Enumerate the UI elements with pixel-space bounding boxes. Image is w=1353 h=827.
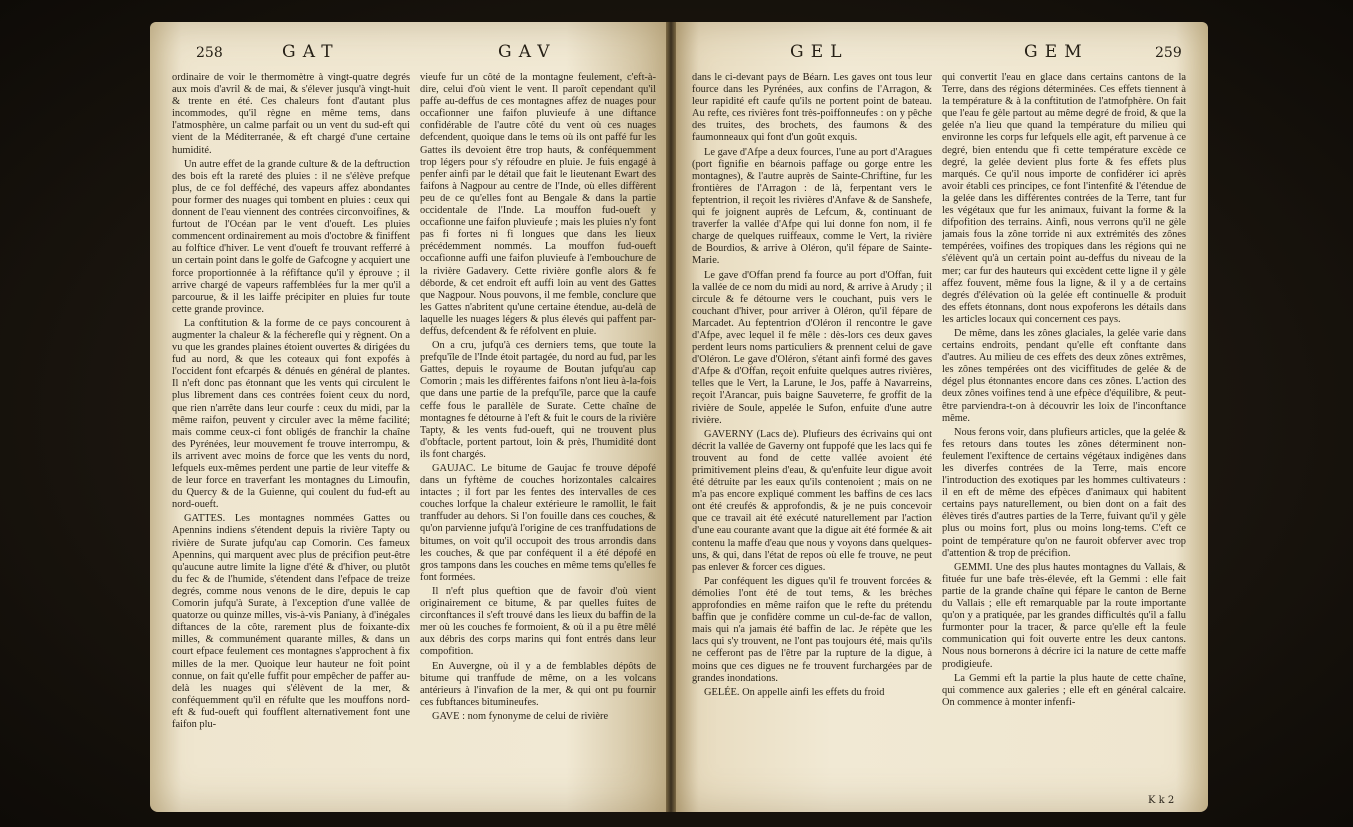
paragraph: De même, dans les zônes glaciales, la gelée varie dans certains endroits, pendant qu'elle eft conftante dans d'autres. Au milieu de ces effets des deux zônes extrêmes, les zônes tempérées ont des viciffitudes de gelée & de dégel plus étonnantes encore dans ces zônes. L'action des deux zônes voifines tend à une efpèce d'équilibre, & peut-être parviendra-t-on à découvrir les loix de l'inconftance même. [942, 327, 1186, 424]
paragraph: ordinaire de voir le thermomètre à vingt-quatre degrés aux mois d'avril & de mai, & s'élever jusqu'à vingt-huit & trente en été. Ces chaleurs font d'autant plus incommodes, qu'il règne en même tems, dans l'atmosphère, un calme parfait ou un vent du sud-eft qui vient de la Méditerranée, & eft chargé d'une certaine humidité. [172, 72, 410, 156]
right-column-1 [692, 72, 932, 790]
paragraph: qui convertit l'eau en glace dans certains cantons de la Terre, dans des régions déterminées. Ces effets tiennent à la température & à la conftitution de l'atmofphère. On fait que l'eau fe gèle partout au même degré de froid, & que la gelée n'a lieu que quand la température du milieu qui environne les corps fur lefquels elle agit, eft parvenue à ce degré, bien entendu que fi cette température excède ce degré, la gelée devient plus forte & fes effets plus marqués. Ce qu'il nous importe de confidérer ici après avoir établi ces principes, ce font l'intenfité & l'étendue de la gelée dans les différentes contrées de la Terre, tant fur les végétaux que fur les animaux, fuivant la forme & la difpofition des terrains. Ainfi, nous verrons qu'il ne gèle jamais fous la zône torride ni aux extrémités des zônes tempérées, voifines des tropiques dans les régions qui ne s'élèvent qu'à un certain point au-deffus du niveau de la mer; car fur des hauteurs qui excèdent cette ligne il y gèle affez fouvent, même fous la ligne, & il y a de certains degrés d'élévation où la gelée eft continuelle & produit des effets étonnans, dont nous expoferons les détails dans les articles locaux qui concernent ces pays. [942, 72, 1186, 325]
paragraph: Nous ferons voir, dans plufieurs articles, que la gelée & fes retours dans toutes les zônes déterminent non-feulement l'exiftence de certains végétaux indigènes dans les diverfes contrées de la Terre, mais encore l'introduction des exotiques par les hommes cultivateurs : il en eft de même des efpèces d'animaux qui habitent certains pays naturellement, ou bien dont on a fait des élèves tirés d'autres parties de la Terre, fuivant qu'il y gèle plus ou moins fort, plus ou moins long-tems. C'eft ce point de température qu'on ne fauroit obferver avec trop d'attention & trop de précifion. [942, 426, 1186, 559]
left-running-head-1: GAT [282, 42, 340, 62]
book-gutter [666, 22, 676, 812]
paragraph: GEMMI. Une des plus hautes montagnes du Vallais, & fituée fur une bafe très-élevée, eft la Gemmi : elle fait partie de la grande chaîne qui fépare le canton de Berne du Vallais ; elle eft remarquable par la route importante qu'on y a pratiquée, par les grandes difficultés qu'il a fallu furmonter pour la tracer, & parce qu'elle eft la feule communication qui foit ouverte entre les deux cantons. Nous nous bornerons à décrire ici la nature de cette maffe prodigieufe. [942, 561, 1186, 670]
right-column-2 [942, 72, 1186, 790]
paragraph: Le gave d'Offan prend fa fource au port d'Offan, fuit la vallée de ce nom du midi au nord, & arrive à Arudy ; il circule & fe détourne vers le couchant, puis vers le couchant d'hiver, pour arriver à Oléron, qu'il fépare de Marcadet. Au feptentrion d'Oléron il rencontre le gave d'Afpe, avec lequel il fe mêle : dès-lors ces deux gaves perdent leurs noms particuliers & prennent celui de gave d'Oléron. Le gave d'Oléron, s'étant ainfi formé des gaves d'Afpe & d'Offan, reçoit enfuite quelques autres rivières, telles que le Vert, la Larune, le Jos, paffe à Navarreins, reçoit l'Arancar, puis baigne Sauveterre, fe groffit de la rivière de Soule, appelée le Sufon, enfuite d'une autre rivière. [692, 269, 932, 426]
paragraph: Le gave d'Afpe a deux fources, l'une au port d'Aragues (port fignifie en béarnois paffage ou gorge entre les montagnes), & l'autre auprès de Sainte-Chriftine, fur les frontières de l'Arragon : de là, ferpentant vers le feptentrion, il reçoit les rivières d'Anfave & de Sanshefe, qui fe joignent auprès de Lefcum, &, continuant de traverfer la vallée d'Afpe qui lui donne fon nom, il fe charge de quelques ruiffeaux, comme le Vert, la rivière de Bourdios, & arrive à Oléron, qu'il fépare de Sainte-Marie. [692, 146, 932, 267]
paragraph: GAUJAC. Le bitume de Gaujac fe trouve dépofé dans un fyftème de couches horizontales calcaires intactes ; il fort par les fentes des intervalles de ces couches lorfque la chaleur extérieure le ramollit, le fait tranffuder au dehors. Si l'on fouille dans ces couches, & qu'on parvienne jufqu'à l'origine de ces tranffudations de bitumes, on voit qu'il occupoit des trous arrondis dans les couches, & que par conféquent il a été dépofé en gros tampons dans les couches en même tems qu'elles fe font formées. [420, 463, 656, 583]
paragraph: GAVERNY (Lacs de). Plufieurs des écrivains qui ont décrit la vallée de Gaverny ont fuppofé que les lacs qui fe trouvent au fond de cette vallée avoient été primitivement pleins d'eau, & qu'enfuite leur digue avoit été détruite par les eaux qu'ils contenoient ; mais on ne m'a pas encore expliqué comment les baffins de ces lacs ont été creufés & approfondis, & je ne puis concevoir que ce travail ait été exécuté naturellement par l'action d'une eau courante avant que la digue ait été formée & ait contenu la maffe d'eau que nous y voyons dans quelques-uns, & qui, dans l'état de repos où elle fe trouve, ne peut pas enlever & forcer ces digues. [692, 428, 932, 573]
paragraph: La conftitution & la forme de ce pays concourent à augmenter la chaleur & la fécherefle qui y règnent. On a vu que les grandes plaines étoient ouvertes & dirigées du fud au nord, & que les coteaux qui font expofés à l'occident font efcarpés & dénués en général de plantes. Il n'eft donc pas étonnant que les vents qui circulent le plus librement dans ces contrées foient ceux du nord, que rien n'arrête dans leur courfe : ceux du midi, par la même raifon, peuvent y circuler avec la même facilité; mais comme ceux-ci font obligés de franchir la chaîne des Pyrénées, leur mouvement fe trouve interrompu, & ils arrivent avec moins de force que les vents du nord, lefquels eux-mêmes perdent une partie de leur viteffe & de leur force en traverfant les montagnes du Limoufin, du Quercy & de la Guienne, qui coulent du fud-eft au nord-oueft. [172, 317, 410, 511]
paragraph: Il n'eft plus queftion que de favoir d'où vient originairement ce bitume, & par quelles fuites de circonftances il s'eft trouvé dans les lieux du baffin de la mer où les couches fe formoient, & où il a pu être mêlé aux débris des corps marins qui font entrés dans leur compofition. [420, 585, 656, 658]
paragraph: La Gemmi eft la partie la plus haute de cette chaîne, qui commence aux galeries ; elle eft en général calcaire. On commence à monter infenfi- [942, 672, 1186, 708]
paragraph: GAVE : nom fynonyme de celui de rivière [432, 710, 609, 722]
left-running-head-2: GAV [498, 42, 557, 62]
signature-mark: K k 2 [1148, 795, 1175, 806]
paragraph: dans le ci-devant pays de Béarn. Les gaves ont tous leur fource dans les Pyrénées, aux confins de l'Arragon, & leur rapidité eft caufe qu'ils ne portent point de bateau. Au refte, ces rivières font très-poiffonneufes : on y pêche des truites, des brochets, des faumons & des faumonneaux qui font d'un goût exquis. [692, 72, 932, 144]
paragraph: GATTES. Les montagnes nommées Gattes ou Apennins indiens s'étendent depuis la rivière Tapty ou rivière de Surate jufqu'au cap Comorin. Ces fameux Apennins, qui marquent avec plus de précifion peut-être qu'aucune autre limite la ligne d'été & d'hiver, ou plutôt du fec & de l'humide, s'étendent dans l'efpace de treize degrés, comme nous venons de le dire, depuis le cap Comorin jufqu'à Surate, à l'exception d'une vallée de quatorze ou quinze milles, vis-à-vis Paniany, à d'inégales diftances de la côte, rarement plus de foixante-dix milles, & communément quarante milles, & dans un court efpace feulement ces montagnes s'approchent à fix milles de la mer. Quoique leur hauteur ne foit point connue, on fait qu'elle fuffit pour empêcher de paffer au-delà les nuages qui s'élèvent de la mer, & conféquemment qu'il en réfulte que les mouffons nord-eft & fud-oueft qui foufflent alternativement font une faifon plu- [172, 513, 410, 730]
paragraph: GELÉE. On appelle ainfi les effets du froid [704, 686, 885, 698]
left-page-number: 258 [196, 45, 223, 61]
paragraph: vieufe fur un côté de la montagne feulement, c'eft-à-dire, celui d'où vient le vent. Il paroît cependant qu'il paffe au-deffus de ces montagnes affez de nuages pour occafionner une faifon pluvieufe à une diftance confidérable de l'autre côté du vent où ces nuages defcendent, quoique dans le tems où ils ont paffé fur les Gattes ils devoient être trop hauts, & conféquemment trop légers pour s'y réfoudre en pluie. Je fuis engagé à penfer ainfi par le détail que fait le lieutenant Ewart des faifons à Nagpour au centre de l'Inde, où elles diffèrent peu de ce qu'elles font au Bengale & dans la partie occidentale de l'Inde. La mouffon fud-oueft y occafionne une faifon pluvieufe ; mais les pluies n'y font pas fi fortes ni fi longues que dans les lieux précédemment nommés. La mouffon fud-oueft occafionne auffi une faifon pluvieufe à l'embouchure de la rivière Gadavery. Cette rivière gonfle alors & fe déborde, & cet endroit eft auffi loin au vent des Gattes que Nagpour. Nous pouvons, il me femble, conclure que les Gattes n'abritent qu'une certaine étendue, au-delà de laquelle les nuages légers & plus élevés qui paffent par-deffus, defcendent & fe réfolvent en pluie. [420, 72, 656, 337]
right-running-head-1: GEL [790, 42, 849, 62]
left-column-2 [420, 72, 656, 790]
right-running-head-2: GEM [1024, 42, 1089, 62]
paragraph: Par conféquent les digues qu'il fe trouvent forcées & démolies l'ont été de tout tems, & les brèches approfondies en même raifon que le refte du prétendu baffin que je confidère comme un cul-de-fac de vallon, mais qui n'a jamais été baffin de lac. Je répète que les lacs qui s'y trouvent, ne l'ont pas toujours été, mais qu'ils ne cefferont pas de l'être par la rupture de la digue, à moins que ces digues ne fe trouvent furchargées par de grandes inondations. [692, 575, 932, 684]
paragraph: On a cru, jufqu'à ces derniers tems, que toute la prefqu'île de l'Inde étoit partagée, du nord au fud, par les Gattes, depuis le royaume de Boutan jufqu'au cap Comorin ; mais les différentes faifons n'ont lieu à-la-fois que dans une partie de la prefqu'île, parce que la caufe ceffe fous le parallèle de Surate. Cette chaîne de montagnes fe détourne à l'eft & fuit le cours de la rivière Tapty, & les vents fud-oueft, qui ne trouvent plus d'obftacle, portent partout, loin & près, l'humidité dont ils font chargés. [420, 340, 656, 460]
left-column-1 [172, 72, 410, 790]
right-page-number: 259 [1155, 45, 1182, 61]
paragraph: En Auvergne, où il y a de femblables dépôts de bitume qui tranffude de même, on a les volcans antérieurs à l'invafion de la mer, & qui ont pu fournir ces fubftances bitumineufes. [420, 660, 656, 708]
paragraph: Un autre effet de la grande culture & de la deftruction des bois eft la rareté des pluies : il ne s'élève prefque plus, de ce fol defféché, des vapeurs affez abondantes pour former des nuages qui tombent en pluies : ceux qui donnent de l'eau viennent des contrées circonvoifines, & furtout de l'Océan par le vent d'oueft. Les pluies commencent ordinairement au mois d'octobre & finiffent au folftice d'hiver. Le vent d'oueft fe trouvant refferré à un certain point dans le golfe de Gafcogne y acquiert une force proportionnée à la réfiftance qu'il y éprouve ; il arrive chargé de vapeurs raffemblées fur la mer qu'il a parcourue, & il les laiffe précipiter en pluies fur toute cette grande province. [172, 158, 410, 315]
